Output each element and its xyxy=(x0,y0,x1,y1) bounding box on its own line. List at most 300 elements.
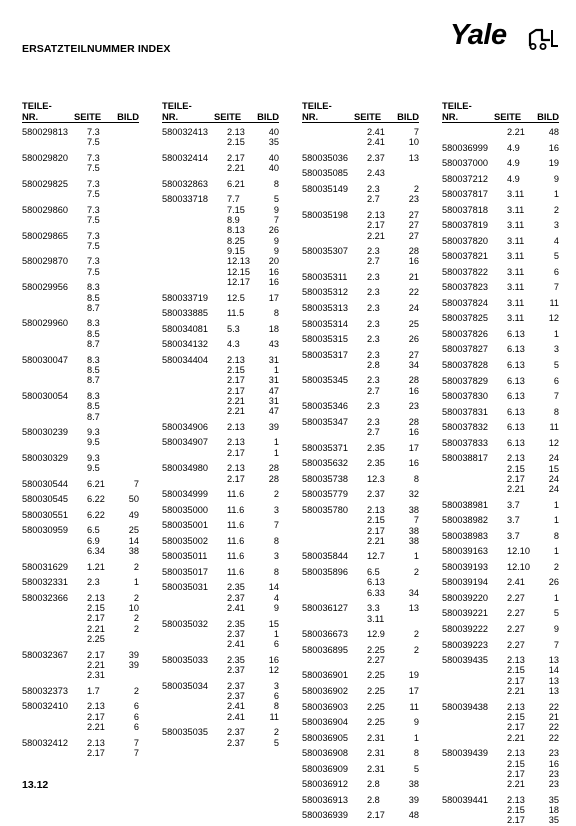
table-row xyxy=(22,179,139,189)
part-number: 580035036 xyxy=(302,152,348,163)
table-row xyxy=(22,712,139,722)
page-ref: 2.17 xyxy=(507,675,525,686)
page-ref: 4.9 xyxy=(507,142,520,153)
part-number: 580037212 xyxy=(442,173,488,184)
table-row xyxy=(22,355,139,365)
part-number: 580029813 xyxy=(22,127,68,137)
table-row xyxy=(162,681,279,691)
figure-ref: 9 xyxy=(273,246,279,256)
table-row xyxy=(442,577,559,587)
table-row xyxy=(302,458,419,468)
figure-ref: 23 xyxy=(548,779,559,790)
figure-ref: 7 xyxy=(553,639,559,650)
table-row xyxy=(162,365,279,375)
table-row xyxy=(162,505,279,515)
part-number: 580035032 xyxy=(162,618,208,629)
page-ref: 6.13 xyxy=(507,406,525,417)
figure-ref: 22 xyxy=(548,701,559,712)
part-number: 580035031 xyxy=(162,582,208,593)
table-row xyxy=(302,748,419,758)
page-ref: 2.13 xyxy=(227,421,245,432)
part-number: 580037823 xyxy=(442,282,488,293)
table-row xyxy=(22,365,139,375)
part-number: 580029870 xyxy=(22,256,68,267)
logo-wordmark: Yale xyxy=(450,19,507,51)
page-ref: 2.17 xyxy=(367,525,385,536)
figure-ref: 24 xyxy=(548,473,559,484)
page-ref: 2.37 xyxy=(227,628,245,639)
figure-ref: 7 xyxy=(553,282,559,293)
figure-ref: 16 xyxy=(408,385,419,396)
header-seite: SEITE xyxy=(214,111,242,122)
table-row xyxy=(442,453,559,463)
part-number: 580030239 xyxy=(22,427,68,438)
figure-ref: 11 xyxy=(549,297,559,308)
page-number: 13.12 xyxy=(22,779,49,791)
table-row xyxy=(442,608,559,618)
figure-ref: 16 xyxy=(408,256,419,267)
table-row xyxy=(22,215,139,225)
header-bild: BILD xyxy=(117,111,139,122)
table-row xyxy=(22,738,139,748)
table-row xyxy=(22,437,139,447)
table-row xyxy=(162,396,279,406)
table-row xyxy=(162,536,279,546)
page-ref: 9.5 xyxy=(87,437,100,448)
part-number: 580035347 xyxy=(302,416,348,427)
part-number: 580039441 xyxy=(442,794,488,805)
part-number: 580035312 xyxy=(302,287,348,298)
page-ref: 9.15 xyxy=(227,246,245,256)
part-number: 580035896 xyxy=(302,566,348,577)
page-ref: 2.41 xyxy=(367,137,385,148)
page-ref: 2.3 xyxy=(367,401,380,412)
figure-ref: 2 xyxy=(413,183,419,194)
part-number: 580029825 xyxy=(22,178,68,189)
figure-ref: 23 xyxy=(548,768,559,779)
part-number: 580037827 xyxy=(442,344,488,355)
table-row xyxy=(302,567,419,577)
part-number: 580037818 xyxy=(442,204,488,215)
table-row xyxy=(22,479,139,489)
figure-ref: 5 xyxy=(413,763,419,774)
page-ref: 2.13 xyxy=(507,748,525,759)
page-ref: 8.7 xyxy=(87,411,100,422)
table-row xyxy=(22,660,139,670)
figure-ref: 28 xyxy=(408,375,419,386)
table-row xyxy=(162,629,279,639)
figure-ref: 9 xyxy=(273,603,279,614)
page-ref: 2.35 xyxy=(367,442,385,453)
page-ref: 7.5 xyxy=(87,266,100,277)
column-header xyxy=(442,100,559,123)
part-number: 580029956 xyxy=(22,282,68,293)
figure-ref: 15 xyxy=(548,463,559,474)
page-ref: 3.11 xyxy=(507,235,525,246)
figure-ref: 1 xyxy=(553,189,559,200)
header-nr: NR. xyxy=(162,111,179,122)
table-row xyxy=(162,582,279,592)
figure-ref: 27 xyxy=(408,349,419,360)
part-number: 580037833 xyxy=(442,437,488,448)
table-row xyxy=(162,153,279,163)
figure-ref: 2 xyxy=(273,489,279,500)
page-ref: 6.13 xyxy=(507,328,525,339)
figure-ref: 38 xyxy=(408,535,419,546)
table-row xyxy=(162,603,279,613)
table-row xyxy=(162,127,279,137)
part-number: 580035035 xyxy=(162,727,208,738)
table-row xyxy=(162,422,279,432)
page-ref: 2.3 xyxy=(367,246,380,257)
page-ref: 2.13 xyxy=(507,655,525,666)
table-row xyxy=(302,779,419,789)
part-number: 580039222 xyxy=(442,623,488,634)
part-number: 580035780 xyxy=(302,504,348,515)
figure-ref: 1 xyxy=(413,732,419,743)
figure-ref: 40 xyxy=(268,127,279,137)
figure-ref: 26 xyxy=(268,225,279,236)
table-row xyxy=(162,179,279,189)
figure-ref: 1 xyxy=(273,447,279,458)
page-ref: 9.5 xyxy=(87,463,100,474)
page-ref: 2.41 xyxy=(227,639,245,650)
page-ref: 2.3 xyxy=(367,334,380,345)
table-row xyxy=(22,329,139,339)
page-ref: 2.8 xyxy=(367,779,380,790)
part-number: 580037824 xyxy=(442,297,488,308)
header-nr: NR. xyxy=(22,111,39,122)
part-number: 580039194 xyxy=(442,577,488,588)
figure-ref: 27 xyxy=(408,220,419,231)
figure-ref: 6 xyxy=(133,711,139,722)
table-row xyxy=(162,267,279,277)
part-number: 580039193 xyxy=(442,561,488,572)
part-number: 580030054 xyxy=(22,390,68,401)
page-ref: 2.41 xyxy=(227,711,245,722)
table-row xyxy=(302,588,419,598)
page-ref: 11.5 xyxy=(227,308,245,319)
figure-ref: 40 xyxy=(268,152,279,163)
page-ref: 7.3 xyxy=(87,178,100,189)
figure-ref: 9 xyxy=(273,204,279,215)
page-ref: 2.3 xyxy=(367,375,380,386)
page-ref: 2.7 xyxy=(367,256,380,267)
page-ref: 2.17 xyxy=(227,385,245,396)
page-ref: 6.13 xyxy=(507,422,525,433)
table-row xyxy=(22,670,139,680)
page-ref: 3.11 xyxy=(507,220,525,231)
part-number: 580034132 xyxy=(162,339,208,350)
table-row xyxy=(302,168,419,178)
part-number: 580037817 xyxy=(442,189,488,200)
table-row xyxy=(442,267,559,277)
figure-ref: 2 xyxy=(133,592,139,603)
header-bild: BILD xyxy=(397,111,419,122)
page-ref: 8.5 xyxy=(87,328,100,339)
page-ref: 8.7 xyxy=(87,302,100,313)
part-number: 580030545 xyxy=(22,494,68,505)
index-column xyxy=(442,100,559,826)
figure-ref: 5 xyxy=(273,194,279,205)
table-row xyxy=(22,241,139,251)
page-ref: 12.15 xyxy=(227,266,250,277)
table-row xyxy=(22,701,139,711)
figure-ref: 50 xyxy=(128,494,139,505)
table-row xyxy=(302,474,419,484)
part-number: 580036912 xyxy=(302,779,348,790)
page-ref: 2.3 xyxy=(367,318,380,329)
figure-ref: 5 xyxy=(273,737,279,748)
table-row xyxy=(162,225,279,235)
figure-ref: 21 xyxy=(548,711,559,722)
table-row xyxy=(442,127,559,137)
part-number: 580035033 xyxy=(162,654,208,665)
page-ref: 2.17 xyxy=(87,613,105,624)
table-row xyxy=(162,551,279,561)
figure-ref: 16 xyxy=(408,427,419,438)
table-row xyxy=(442,464,559,474)
table-row xyxy=(442,220,559,230)
part-number: 580036901 xyxy=(302,670,348,681)
page-ref: 6.13 xyxy=(367,577,385,588)
figure-ref: 28 xyxy=(268,463,279,474)
page-ref: 11.6 xyxy=(227,535,245,546)
part-number: 580039163 xyxy=(442,546,488,557)
table-row xyxy=(302,551,419,561)
page-ref: 3.7 xyxy=(507,530,520,541)
page-ref: 7.3 xyxy=(87,230,100,241)
page-ref: 7.5 xyxy=(87,214,100,225)
part-number: 580037826 xyxy=(442,328,488,339)
page-ref: 2.13 xyxy=(87,737,105,748)
page-ref: 6.13 xyxy=(507,359,525,370)
header-seite: SEITE xyxy=(354,111,382,122)
page-ref: 2.7 xyxy=(367,427,380,438)
page-ref: 8.5 xyxy=(87,292,100,303)
page-ref: 12.10 xyxy=(507,546,530,557)
table-row xyxy=(302,350,419,360)
figure-ref: 34 xyxy=(408,587,419,598)
table-row xyxy=(22,748,139,758)
table-row xyxy=(302,256,419,266)
table-row xyxy=(162,639,279,649)
figure-ref: 2 xyxy=(553,204,559,215)
page-ref: 2.21 xyxy=(227,163,245,174)
figure-ref: 2 xyxy=(133,623,139,634)
table-row xyxy=(442,407,559,417)
figure-ref: 2 xyxy=(133,561,139,572)
table-row xyxy=(442,484,559,494)
figure-ref: 7 xyxy=(133,737,139,748)
figure-ref: 39 xyxy=(128,660,139,670)
table-row xyxy=(162,619,279,629)
figure-ref: 13 xyxy=(548,675,559,686)
figure-ref: 11 xyxy=(269,711,279,722)
column-header xyxy=(22,100,139,123)
header-seite: SEITE xyxy=(74,111,102,122)
figure-ref: 35 xyxy=(548,794,559,805)
table-row xyxy=(302,153,419,163)
part-number: 580035149 xyxy=(302,183,348,194)
figure-ref: 48 xyxy=(548,127,559,137)
figure-ref: 13 xyxy=(408,152,419,163)
page-ref: 2.31 xyxy=(367,732,385,743)
table-row xyxy=(442,686,559,696)
page-ref: 2.25 xyxy=(367,701,385,712)
part-number: 580037820 xyxy=(442,235,488,246)
page-ref: 2.17 xyxy=(507,722,525,733)
table-row xyxy=(302,184,419,194)
figure-ref: 31 xyxy=(268,375,279,386)
figure-ref: 23 xyxy=(548,748,559,759)
table-row xyxy=(22,189,139,199)
part-number: 580035314 xyxy=(302,318,348,329)
page-ref: 2.31 xyxy=(367,748,385,759)
page-ref: 2.37 xyxy=(227,691,245,702)
page-ref: 7.5 xyxy=(87,137,100,148)
page-ref: 4.9 xyxy=(507,158,520,169)
page-ref: 2.17 xyxy=(227,375,245,386)
page-ref: 6.22 xyxy=(87,509,105,520)
part-number: 580029860 xyxy=(22,204,68,215)
table-row xyxy=(162,712,279,722)
table-row xyxy=(302,427,419,437)
table-row xyxy=(22,650,139,660)
figure-ref: 22 xyxy=(548,722,559,733)
part-number: 580035844 xyxy=(302,551,348,562)
table-row xyxy=(162,520,279,530)
page-ref: 3.11 xyxy=(507,297,525,308)
figure-ref: 1 xyxy=(273,437,279,448)
part-number: 580035198 xyxy=(302,209,348,220)
part-number: 580035002 xyxy=(162,535,208,546)
figure-ref: 13 xyxy=(408,603,419,614)
table-row xyxy=(22,267,139,277)
page-ref: 7.3 xyxy=(87,127,100,137)
part-number: 580039435 xyxy=(442,655,488,666)
part-number: 580033719 xyxy=(162,292,208,303)
table-row xyxy=(22,494,139,504)
page-ref: 2.21 xyxy=(87,623,105,634)
figure-ref: 1 xyxy=(553,499,559,510)
page-ref: 2.15 xyxy=(367,515,385,526)
figure-ref: 28 xyxy=(408,246,419,257)
figure-ref: 1 xyxy=(553,515,559,526)
table-row xyxy=(22,375,139,385)
table-row xyxy=(162,665,279,675)
page-ref: 7.7 xyxy=(227,194,240,205)
page-ref: 2.13 xyxy=(507,701,525,712)
header-bild: BILD xyxy=(537,111,559,122)
figure-ref: 10 xyxy=(128,603,139,614)
figure-ref: 6 xyxy=(273,639,279,650)
page-ref: 6.21 xyxy=(87,478,105,489)
figure-ref: 8 xyxy=(273,535,279,546)
figure-ref: 34 xyxy=(408,359,419,370)
table-row xyxy=(162,474,279,484)
part-number: 580034980 xyxy=(162,463,208,474)
part-number: 580035000 xyxy=(162,504,208,515)
table-row xyxy=(302,489,419,499)
table-row xyxy=(22,391,139,401)
header-teile: TEILE- xyxy=(22,100,52,111)
table-row xyxy=(22,686,139,696)
part-number: 580031629 xyxy=(22,561,68,572)
table-row xyxy=(442,712,559,722)
page-ref: 2.13 xyxy=(87,701,105,712)
table-row xyxy=(162,163,279,173)
table-row xyxy=(22,453,139,463)
part-number: 580037819 xyxy=(442,220,488,231)
table-row xyxy=(22,282,139,292)
figure-ref: 24 xyxy=(548,484,559,495)
table-row xyxy=(442,500,559,510)
page-ref: 2.21 xyxy=(367,535,385,546)
part-number: 580034906 xyxy=(162,421,208,432)
table-row xyxy=(22,510,139,520)
part-number: 580030959 xyxy=(22,525,68,536)
page-ref: 2.41 xyxy=(227,701,245,712)
index-column xyxy=(22,100,139,758)
page-ref: 2.21 xyxy=(507,686,525,697)
page-ref: 8.5 xyxy=(87,401,100,412)
part-number: 580030551 xyxy=(22,509,68,520)
table-row xyxy=(162,256,279,266)
page-ref: 2.27 xyxy=(367,654,385,665)
figure-ref: 9 xyxy=(553,173,559,184)
table-row xyxy=(302,536,419,546)
page-ref: 2.21 xyxy=(507,779,525,790)
page-ref: 2.17 xyxy=(507,768,525,779)
page-ref: 2.17 xyxy=(87,747,105,758)
table-row xyxy=(442,313,559,323)
table-row xyxy=(302,764,419,774)
figure-ref: 8 xyxy=(413,748,419,759)
page-ref: 2.13 xyxy=(367,504,385,515)
table-row xyxy=(162,324,279,334)
table-row xyxy=(442,562,559,572)
table-row xyxy=(302,210,419,220)
figure-ref: 38 xyxy=(128,546,139,557)
page-ref: 6.13 xyxy=(507,344,525,355)
figure-ref: 3 xyxy=(553,344,559,355)
part-number: 580030329 xyxy=(22,453,68,463)
page-ref: 3.11 xyxy=(507,251,525,262)
page-ref: 12.5 xyxy=(227,292,245,303)
table-row xyxy=(162,448,279,458)
page-ref: 2.27 xyxy=(507,623,525,634)
page-ref: 6.21 xyxy=(227,178,245,189)
page-ref: 8.3 xyxy=(87,354,100,365)
table-row xyxy=(302,655,419,665)
table-row xyxy=(442,665,559,675)
table-row xyxy=(302,127,419,137)
part-number: 580032366 xyxy=(22,592,68,603)
figure-ref: 31 xyxy=(268,354,279,365)
table-row xyxy=(302,287,419,297)
part-number: 580037828 xyxy=(442,359,488,370)
table-row xyxy=(442,360,559,370)
figure-ref: 12 xyxy=(268,665,279,676)
page-ref: 2.3 xyxy=(367,416,380,427)
page-ref: 2.21 xyxy=(87,722,105,733)
page-ref: 9.3 xyxy=(87,427,100,438)
page-ref: 2.37 xyxy=(367,489,385,500)
page-ref: 2.35 xyxy=(227,654,245,665)
part-number: 580035011 xyxy=(162,551,208,562)
figure-ref: 7 xyxy=(413,127,419,137)
